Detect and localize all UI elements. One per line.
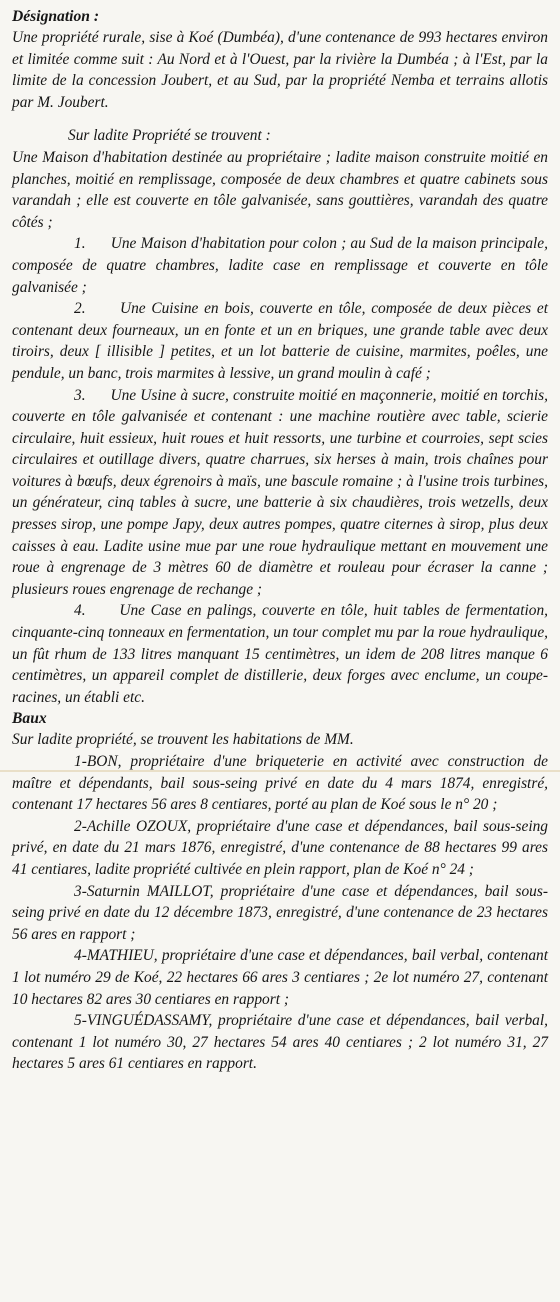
item-4-paragraph: 4. Une Case en palings, couverte en tôle, huit tables de fermentation, cinquante-cinq tonneaux en fermentation, un tour complet mu par la roue hydraulique, un fût rhum de 133 litres manquant 15 centimètres, un idem de 208 litres manque 6 centimètres, un appareil complet de distillerie, deux forges avec enclume, un coupe-racines, un établi etc. [12, 602, 552, 706]
baux-entry-3: 3-Saturnin MAILLOT, propriétaire d'une case et dépendances, bail sous-seing privé en date du 12 décembre 1873, enregistré, d'une contenance de 23 hectares 56 ares en rapport ; [12, 882, 548, 943]
scan-seam-divider [0, 770, 560, 772]
baux-intro: Sur ladite propriété, se trouvent les habitations de MM. [12, 731, 354, 749]
property-intro: Sur ladite Propriété se trouvent : [68, 127, 271, 145]
baux-heading: Baux [12, 710, 47, 728]
item-2-paragraph: 2. Une Cuisine en bois, couverte en tôle, composée de deux pièces et contenant deux fourneaux, un en fonte et un en briques, une grande table avec deux tiroirs, deux [ illisible ] petites, et un lot batterie de cuisine, marmites, poêles, une pendule, un banc, trois marmites à lessive, un grand moulin à café ; [12, 300, 552, 382]
designation-heading: Désignation : [12, 8, 100, 25]
main-house-paragraph: Une Maison d'habitation destinée au propriétaire ; ladite maison construite moitié en planches, moitié en remplissage, composée de deux chambres et quatre cabinets sous varandah ; elle est couverte en tôle galvanisée, sans gouttières, varandah des quatre côtés ; [12, 148, 548, 231]
designation-text: Une propriété rurale, sise à Koé (Dumbéa), d'une contenance de 993 hectares environ et limitée comme suit : Au Nord et à l'Ouest, par la rivière la Dumbéa ; à l'Est, par la limite de la concession Joubert, et au Sud, par la propriété Nemba et terrains allotis par M. Joubert. [12, 29, 548, 111]
baux-entry-2: 2-Achille OZOUX, propriétaire d'une case et dépendances, bail sous-seing privé, en date du 21 mars 1876, enregistré, d'une contenance de 88 hectares 99 ares 41 centiares, ladite propriété cultivée en plein rapport, plan de Koé n° 24 ; [12, 817, 548, 878]
item-1-paragraph: 1. Une Maison d'habitation pour colon ; au Sud de la maison principale, composée de quatre chambres, ladite case en remplissage et couverte en tôle galvanisée ; [12, 235, 552, 296]
item-3-paragraph: 3. Une Usine à sucre, construite moitié en maçonnerie, moitié en torchis, couverte en tôle galvanisée et contenant : une machine routière avec table, scierie circulaire, huit essieux, huit roues et huit ressorts, une turbine et courroies, sept scies circulaires et outillage divers, quatre charrues, six herses à main, trois chaînes pour voitures à bœufs, deux égrenoirs à maïs, une bascule romaine ; à l'usine trois turbines, un générateur, cinq tables à sucre, une batterie à six chaudières, trois wetzells, deux presses sirop, une pompe Japy, deux autres pompes, quatre citernes à sirop, plus deux caisses à eau. Ladite usine mue par une roue hydraulique mettant en mouvement une roue à engrenage de 3 mètres 60 de diamètre et rouleau pour écraser la canne ; plusieurs roues engrenage de rechange ; [12, 386, 552, 598]
baux-entry-1: 1-BON, propriétaire d'une briqueterie en activité avec construction de maître et dépendants, bail sous-seing privé en date du 4 mars 1874, enregistré, contenant 17 hectares 56 ares 8 centiares, porté au plan de Koé sous le n° 20 ; [12, 753, 548, 814]
baux-entry-5: 5-VINGUÉDASSAMY, propriétaire d'une case et dépendances, bail verbal, contenant 1 lot numéro 30, 27 hectares 54 ares 40 centiares ; 2 lot numéro 31, 27 hectares 5 ares 61 centiares en rapport. [12, 1012, 548, 1073]
baux-entry-4: 4-MATHIEU, propriétaire d'une case et dépendances, bail verbal, contenant 1 lot numéro 29 de Koé, 22 hectares 66 ares 3 centiares ; 2e lot numéro 27, contenant 10 hectares 82 ares 30 centiares en rapport ; [12, 947, 548, 1008]
